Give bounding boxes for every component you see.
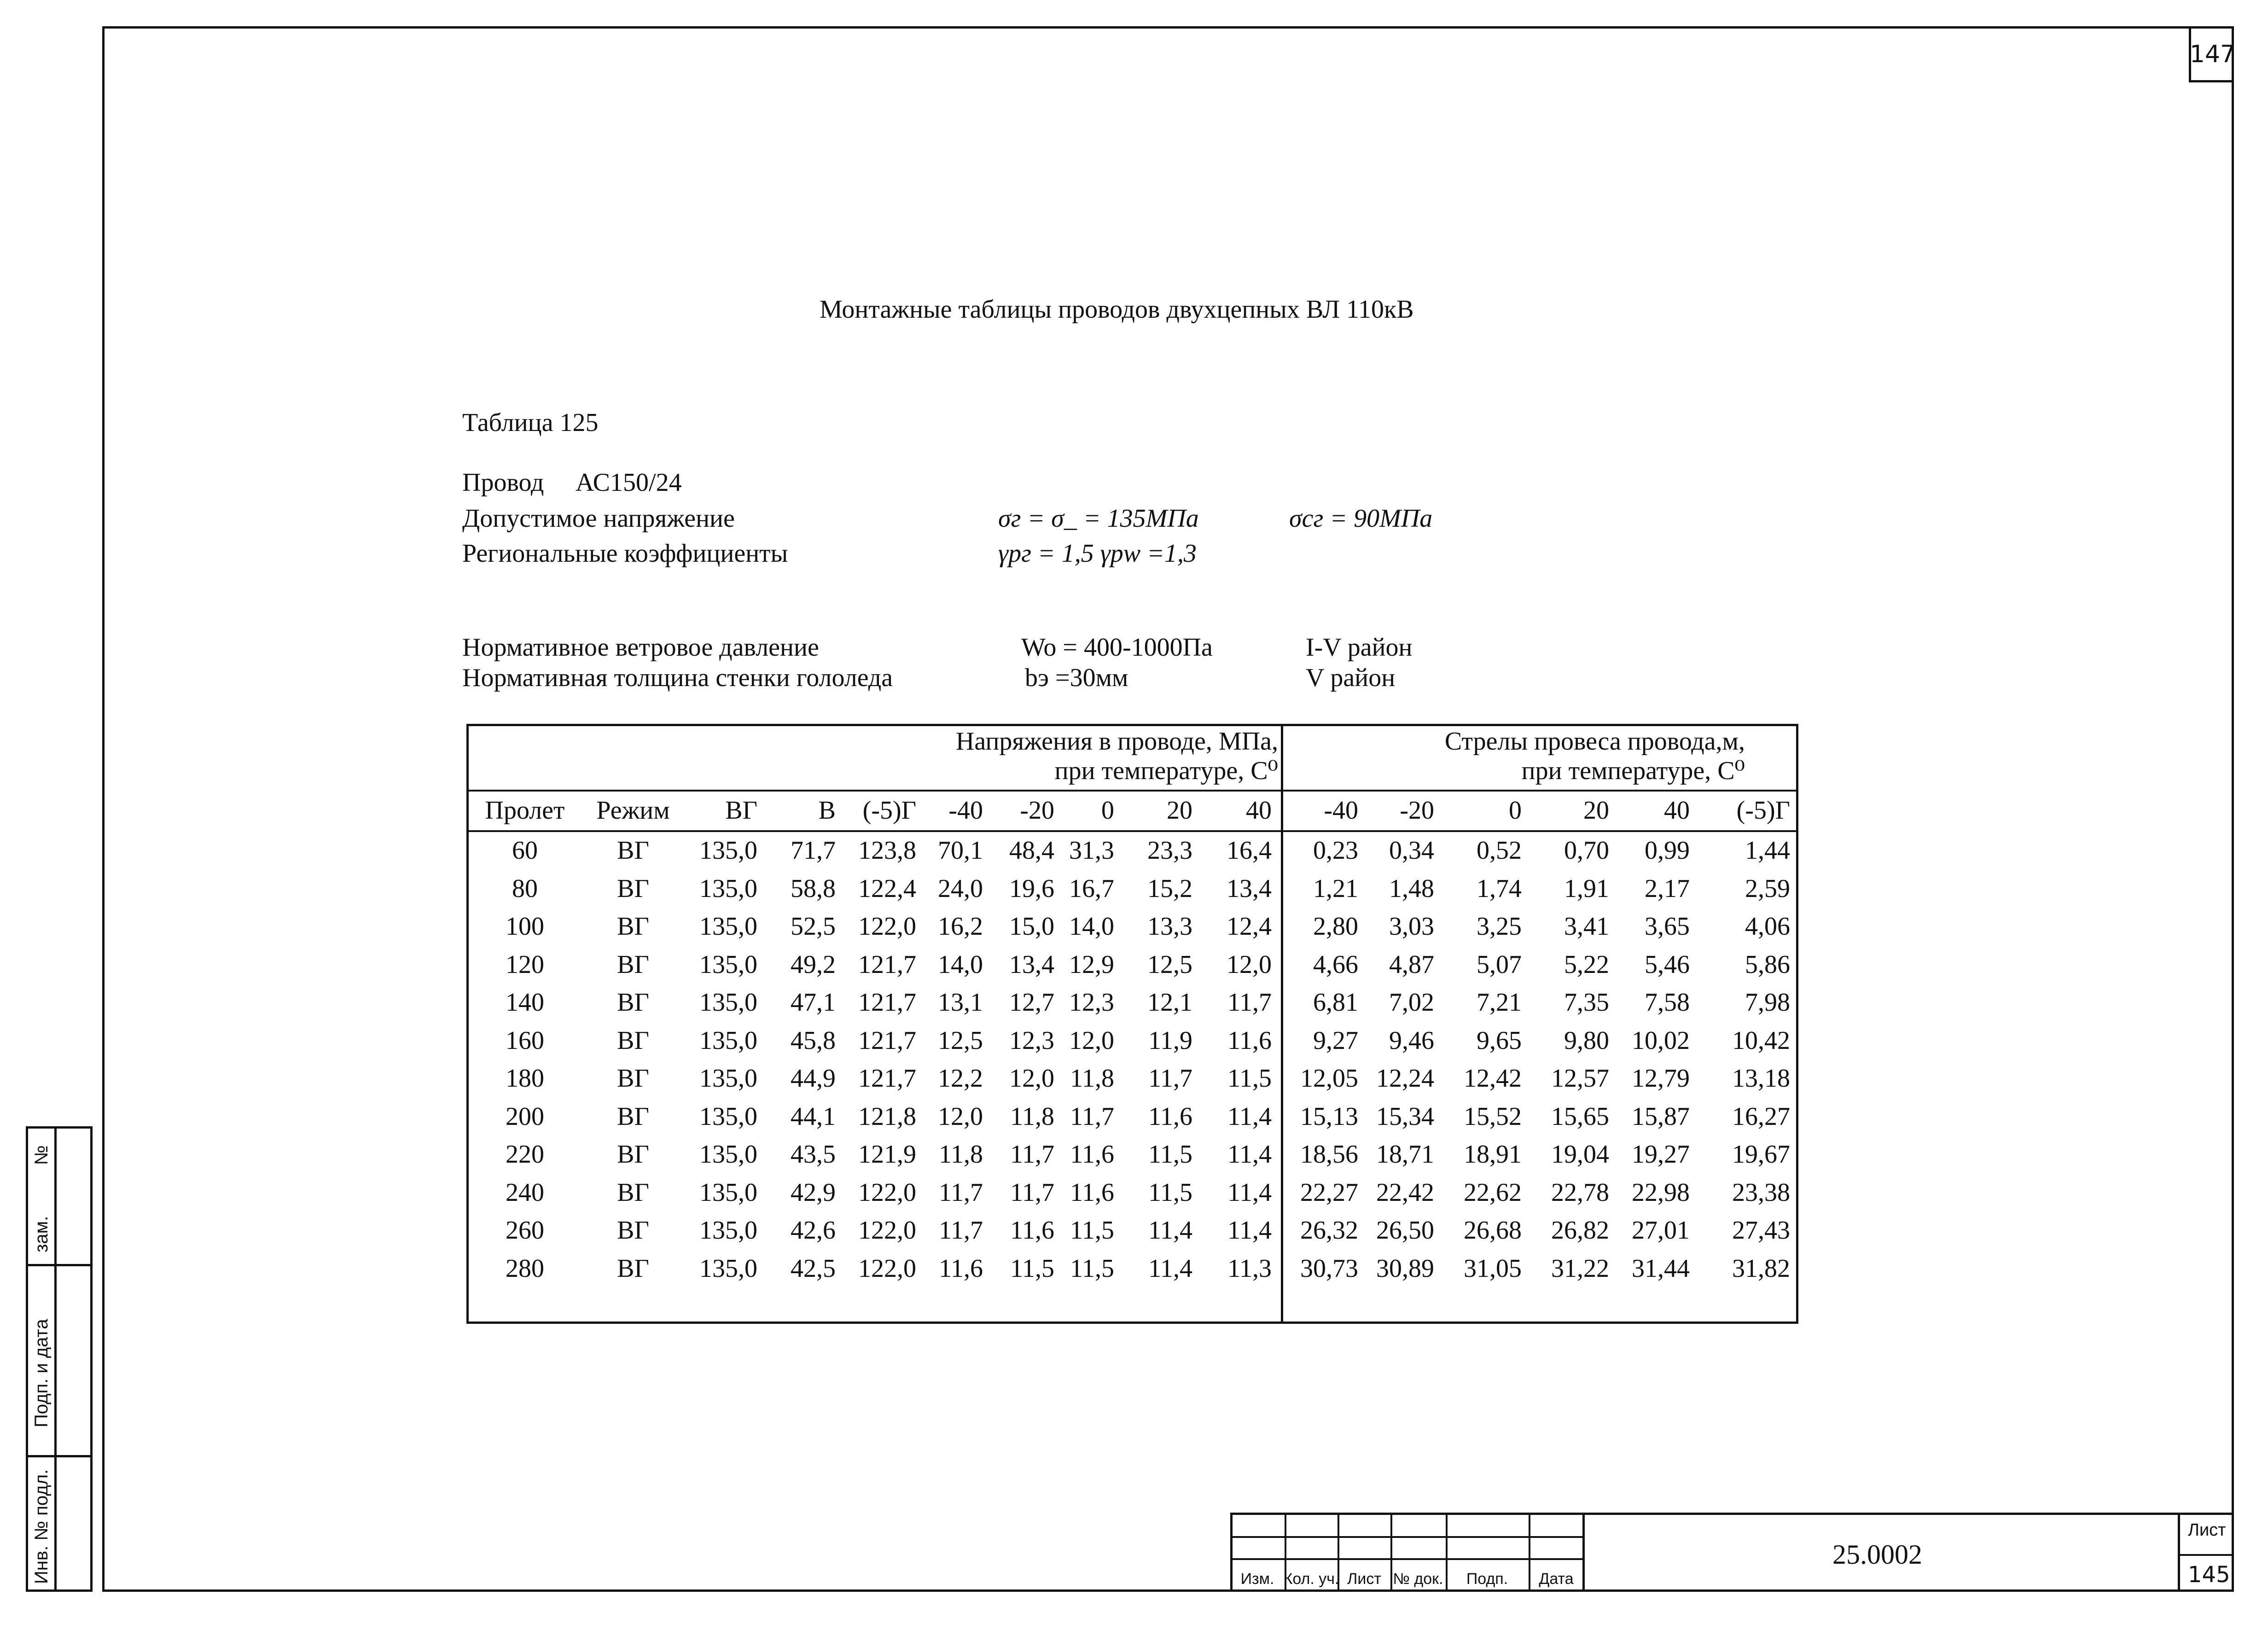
value-cell: 121,8 <box>858 1102 916 1131</box>
table-header-line-2 <box>466 830 1798 832</box>
value-cell: 27,01 <box>1632 1216 1690 1245</box>
span-cell: 120 <box>506 950 544 979</box>
value-cell: 12,05 <box>1300 1064 1358 1093</box>
mode-cell: ВГ <box>617 836 649 865</box>
title-block-label: Лист <box>1347 1570 1381 1588</box>
mode-cell: ВГ <box>617 1254 649 1283</box>
value-cell: 12,0 <box>1069 1026 1114 1055</box>
sheet-number: 145 <box>2188 1562 2230 1588</box>
value-cell: 12,42 <box>1464 1064 1522 1093</box>
value-cell: 7,21 <box>1477 988 1522 1017</box>
value-cell: 3,41 <box>1564 912 1609 941</box>
column-header: 20 <box>1583 796 1609 825</box>
value-cell: 11,7 <box>1148 1064 1192 1093</box>
value-cell: 30,73 <box>1300 1254 1358 1283</box>
stamp-label-zam: зам. <box>31 1216 52 1252</box>
value-cell: 13,1 <box>938 988 983 1017</box>
value-cell: 15,65 <box>1551 1102 1609 1131</box>
mode-cell: ВГ <box>617 874 649 903</box>
stamp-strip-divider <box>54 1126 57 1592</box>
page-title: Монтажные таблицы проводов двухцепных ВЛ 110кВ <box>820 295 1414 324</box>
value-cell: 12,7 <box>1009 988 1054 1017</box>
group-header-stress-line2: при температуре, С⁰ <box>1054 757 1278 785</box>
value-cell: 12,5 <box>938 1026 983 1055</box>
stamp-strip-line <box>26 1264 93 1266</box>
value-cell: 10,42 <box>1732 1026 1790 1055</box>
group-header-stress-line1: Напряжения в проводе, МПа, <box>955 727 1278 756</box>
span-cell: 80 <box>512 874 538 903</box>
value-cell: 7,58 <box>1645 988 1690 1017</box>
value-cell: 2,80 <box>1313 912 1358 941</box>
value-cell: 27,43 <box>1732 1216 1790 1245</box>
table-label: Таблица 125 <box>462 408 599 437</box>
value-cell: 31,05 <box>1464 1254 1522 1283</box>
stamp-label-inv: Инв. № подл. <box>31 1469 52 1584</box>
value-cell: 0,99 <box>1645 836 1690 865</box>
value-cell: 11,6 <box>1010 1216 1054 1245</box>
value-cell: 9,46 <box>1389 1026 1434 1055</box>
value-cell: 122,4 <box>858 874 916 903</box>
value-cell: 4,06 <box>1745 912 1790 941</box>
value-cell: 45,8 <box>791 1026 836 1055</box>
value-cell: 135,0 <box>699 836 757 865</box>
span-cell: 100 <box>506 912 544 941</box>
value-cell: 11,7 <box>1227 988 1272 1017</box>
value-cell: 5,22 <box>1564 950 1609 979</box>
value-cell: 15,87 <box>1632 1102 1690 1131</box>
value-cell: 26,68 <box>1464 1216 1522 1245</box>
value-cell: 31,44 <box>1632 1254 1690 1283</box>
wind-value: Wo = 400-1000Па <box>1021 633 1213 662</box>
title-block-line <box>2178 1513 2180 1592</box>
value-cell: 19,04 <box>1551 1140 1609 1169</box>
value-cell: 42,6 <box>791 1216 836 1245</box>
value-cell: 11,8 <box>1070 1064 1114 1093</box>
ice-region: V район <box>1306 664 1396 692</box>
column-header: -40 <box>948 796 983 825</box>
value-cell: 9,27 <box>1313 1026 1358 1055</box>
value-cell: 121,9 <box>858 1140 916 1169</box>
value-cell: 121,7 <box>858 1026 916 1055</box>
span-cell: 280 <box>506 1254 544 1283</box>
title-block-label: Кол. уч. <box>1283 1570 1339 1588</box>
value-cell: 12,2 <box>938 1064 983 1093</box>
title-block-label: Подп. <box>1466 1570 1508 1588</box>
value-cell: 11,8 <box>1010 1102 1054 1131</box>
mode-cell: ВГ <box>617 1216 649 1245</box>
value-cell: 11,5 <box>1148 1178 1192 1207</box>
value-cell: 0,34 <box>1389 836 1434 865</box>
value-cell: 19,67 <box>1732 1140 1790 1169</box>
value-cell: 1,21 <box>1313 874 1358 903</box>
column-header: 40 <box>1664 796 1690 825</box>
value-cell: 0,52 <box>1477 836 1522 865</box>
value-cell: 11,4 <box>1148 1216 1192 1245</box>
column-header: 40 <box>1246 796 1272 825</box>
stress-label: Допустимое напряжение <box>462 504 735 533</box>
value-cell: 12,4 <box>1227 912 1272 941</box>
value-cell: 30,89 <box>1376 1254 1434 1283</box>
value-cell: 11,7 <box>939 1178 983 1207</box>
value-cell: 11,9 <box>1148 1026 1192 1055</box>
value-cell: 1,74 <box>1477 874 1522 903</box>
value-cell: 44,1 <box>791 1102 836 1131</box>
value-cell: 15,34 <box>1376 1102 1434 1131</box>
span-cell: 60 <box>512 836 538 865</box>
group-header-sag-line2: при температуре, С⁰ <box>1521 757 1745 785</box>
value-cell: 1,48 <box>1389 874 1434 903</box>
stress-value-1: σг = σ_ = 135МПа <box>998 504 1199 533</box>
value-cell: 135,0 <box>699 950 757 979</box>
value-cell: 13,18 <box>1732 1064 1790 1093</box>
value-cell: 12,5 <box>1147 950 1192 979</box>
value-cell: 12,0 <box>1009 1064 1054 1093</box>
value-cell: 2,59 <box>1745 874 1790 903</box>
mode-cell: ВГ <box>617 1178 649 1207</box>
value-cell: 19,27 <box>1632 1140 1690 1169</box>
value-cell: 58,8 <box>791 874 836 903</box>
sheet-label: Лист <box>2188 1520 2226 1540</box>
value-cell: 123,8 <box>858 836 916 865</box>
column-header: Пролет <box>485 796 565 825</box>
value-cell: 11,4 <box>1227 1216 1272 1245</box>
value-cell: 22,62 <box>1464 1178 1522 1207</box>
column-header: В <box>818 796 836 825</box>
value-cell: 15,0 <box>1009 912 1054 941</box>
column-header: ВГ <box>725 796 757 825</box>
stamp-label-no: № <box>31 1145 52 1165</box>
value-cell: 12,1 <box>1147 988 1192 1017</box>
value-cell: 122,0 <box>858 1216 916 1245</box>
value-cell: 11,5 <box>1070 1254 1114 1283</box>
value-cell: 0,23 <box>1313 836 1358 865</box>
value-cell: 23,38 <box>1732 1178 1790 1207</box>
column-header: (-5)Г <box>1736 796 1790 825</box>
value-cell: 22,98 <box>1632 1178 1690 1207</box>
value-cell: 11,6 <box>1227 1026 1272 1055</box>
value-cell: 42,5 <box>791 1254 836 1283</box>
value-cell: 12,9 <box>1069 950 1114 979</box>
value-cell: 9,65 <box>1477 1026 1522 1055</box>
value-cell: 121,7 <box>858 950 916 979</box>
value-cell: 11,6 <box>1070 1140 1114 1169</box>
value-cell: 16,4 <box>1227 836 1272 865</box>
value-cell: 11,6 <box>1148 1102 1192 1131</box>
mode-cell: ВГ <box>617 988 649 1017</box>
value-cell: 18,91 <box>1464 1140 1522 1169</box>
value-cell: 31,82 <box>1732 1254 1790 1283</box>
mode-cell: ВГ <box>617 950 649 979</box>
span-cell: 160 <box>506 1026 544 1055</box>
value-cell: 135,0 <box>699 1254 757 1283</box>
value-cell: 14,0 <box>1069 912 1114 941</box>
value-cell: 0,70 <box>1564 836 1609 865</box>
group-header-sag <box>1445 727 1745 786</box>
group-header-sag-line1: Стрелы провеса провода,м, <box>1444 727 1745 756</box>
value-cell: 135,0 <box>699 1026 757 1055</box>
value-cell: 26,32 <box>1300 1216 1358 1245</box>
value-cell: 11,4 <box>1227 1178 1272 1207</box>
value-cell: 122,0 <box>858 1254 916 1283</box>
value-cell: 135,0 <box>699 1064 757 1093</box>
title-block-label: Изм. <box>1240 1570 1274 1588</box>
value-cell: 24,0 <box>938 874 983 903</box>
value-cell: 12,3 <box>1009 1026 1054 1055</box>
value-cell: 12,0 <box>938 1102 983 1131</box>
value-cell: 70,1 <box>938 836 983 865</box>
title-block-label: Дата <box>1539 1570 1574 1588</box>
value-cell: 11,4 <box>1227 1102 1272 1131</box>
value-cell: 31,3 <box>1069 836 1114 865</box>
value-cell: 3,25 <box>1477 912 1522 941</box>
value-cell: 11,6 <box>939 1254 983 1283</box>
value-cell: 5,07 <box>1477 950 1522 979</box>
value-cell: 23,3 <box>1147 836 1192 865</box>
value-cell: 16,2 <box>938 912 983 941</box>
span-cell: 260 <box>506 1216 544 1245</box>
value-cell: 12,3 <box>1069 988 1114 1017</box>
mode-cell: ВГ <box>617 912 649 941</box>
stress-value-2: σсг = 90МПа <box>1289 504 1433 533</box>
value-cell: 43,5 <box>791 1140 836 1169</box>
value-cell: 11,4 <box>1227 1140 1272 1169</box>
column-header: 20 <box>1167 796 1192 825</box>
column-header: 0 <box>1101 796 1114 825</box>
value-cell: 11,5 <box>1148 1140 1192 1169</box>
value-cell: 26,82 <box>1551 1216 1609 1245</box>
value-cell: 15,2 <box>1147 874 1192 903</box>
value-cell: 31,22 <box>1551 1254 1609 1283</box>
value-cell: 11,7 <box>1010 1178 1054 1207</box>
stamp-strip-line <box>26 1455 93 1457</box>
wind-label: Нормативное ветровое давление <box>462 633 819 662</box>
value-cell: 11,5 <box>1010 1254 1054 1283</box>
value-cell: 15,52 <box>1464 1102 1522 1131</box>
value-cell: 9,80 <box>1564 1026 1609 1055</box>
value-cell: 16,27 <box>1732 1102 1790 1131</box>
value-cell: 5,86 <box>1745 950 1790 979</box>
title-block-line <box>2178 1554 2234 1556</box>
value-cell: 1,44 <box>1745 836 1790 865</box>
span-cell: 140 <box>506 988 544 1017</box>
value-cell: 12,57 <box>1551 1064 1609 1093</box>
column-header: -20 <box>1400 796 1434 825</box>
value-cell: 22,78 <box>1551 1178 1609 1207</box>
group-header-stress <box>956 727 1278 786</box>
value-cell: 11,6 <box>1070 1178 1114 1207</box>
value-cell: 71,7 <box>791 836 836 865</box>
value-cell: 12,24 <box>1376 1064 1434 1093</box>
mode-cell: ВГ <box>617 1140 649 1169</box>
value-cell: 4,66 <box>1313 950 1358 979</box>
column-header: 0 <box>1509 796 1522 825</box>
value-cell: 11,3 <box>1227 1254 1272 1283</box>
value-cell: 52,5 <box>791 912 836 941</box>
page-number: 147 <box>2189 26 2234 82</box>
value-cell: 122,0 <box>858 912 916 941</box>
value-cell: 49,2 <box>791 950 836 979</box>
value-cell: 47,1 <box>791 988 836 1017</box>
value-cell: 7,02 <box>1389 988 1434 1017</box>
column-header: -20 <box>1020 796 1054 825</box>
value-cell: 135,0 <box>699 1216 757 1245</box>
value-cell: 15,13 <box>1300 1102 1358 1131</box>
value-cell: 135,0 <box>699 874 757 903</box>
value-cell: 13,4 <box>1227 874 1272 903</box>
wire-value: АС150/24 <box>576 468 682 497</box>
value-cell: 13,4 <box>1009 950 1054 979</box>
value-cell: 122,0 <box>858 1178 916 1207</box>
value-cell: 13,3 <box>1147 912 1192 941</box>
wind-region: I-V район <box>1306 633 1413 662</box>
value-cell: 11,4 <box>1148 1254 1192 1283</box>
value-cell: 22,27 <box>1300 1178 1358 1207</box>
value-cell: 4,87 <box>1389 950 1434 979</box>
value-cell: 2,17 <box>1645 874 1690 903</box>
value-cell: 18,71 <box>1376 1140 1434 1169</box>
span-cell: 180 <box>506 1064 544 1093</box>
value-cell: 11,7 <box>939 1216 983 1245</box>
column-header: Режим <box>596 796 670 825</box>
value-cell: 18,56 <box>1300 1140 1358 1169</box>
table-header-line <box>466 790 1798 792</box>
value-cell: 135,0 <box>699 988 757 1017</box>
stamp-label-sign-date: Подп. и дата <box>31 1319 52 1427</box>
document-number: 25.0002 <box>1832 1539 1922 1570</box>
coef-value: γрг = 1,5 γpw =1,3 <box>998 539 1197 568</box>
ice-label: Нормативная толщина стенки гололеда <box>462 664 893 692</box>
value-cell: 16,7 <box>1069 874 1114 903</box>
value-cell: 26,50 <box>1376 1216 1434 1245</box>
value-cell: 12,0 <box>1227 950 1272 979</box>
value-cell: 11,8 <box>939 1140 983 1169</box>
value-cell: 135,0 <box>699 1140 757 1169</box>
value-cell: 11,5 <box>1227 1064 1272 1093</box>
value-cell: 11,5 <box>1070 1216 1114 1245</box>
wire-label: Провод <box>462 468 544 497</box>
column-header: -40 <box>1324 796 1358 825</box>
value-cell: 22,42 <box>1376 1178 1434 1207</box>
value-cell: 5,46 <box>1645 950 1690 979</box>
mode-cell: ВГ <box>617 1026 649 1055</box>
value-cell: 135,0 <box>699 912 757 941</box>
ice-value: bэ =30мм <box>1025 664 1128 692</box>
value-cell: 121,7 <box>858 988 916 1017</box>
mode-cell: ВГ <box>617 1064 649 1093</box>
value-cell: 14,0 <box>938 950 983 979</box>
value-cell: 1,91 <box>1564 874 1609 903</box>
value-cell: 19,6 <box>1009 874 1054 903</box>
title-block-label: № док. <box>1393 1570 1443 1588</box>
value-cell: 10,02 <box>1632 1026 1690 1055</box>
value-cell: 42,9 <box>791 1178 836 1207</box>
value-cell: 7,35 <box>1564 988 1609 1017</box>
value-cell: 135,0 <box>699 1102 757 1131</box>
value-cell: 12,79 <box>1632 1064 1690 1093</box>
span-cell: 240 <box>506 1178 544 1207</box>
value-cell: 7,98 <box>1745 988 1790 1017</box>
value-cell: 44,9 <box>791 1064 836 1093</box>
value-cell: 3,03 <box>1389 912 1434 941</box>
value-cell: 135,0 <box>699 1178 757 1207</box>
value-cell: 6,81 <box>1313 988 1358 1017</box>
span-cell: 200 <box>506 1102 544 1131</box>
mode-cell: ВГ <box>617 1102 649 1131</box>
value-cell: 121,7 <box>858 1064 916 1093</box>
value-cell: 48,4 <box>1009 836 1054 865</box>
value-cell: 3,65 <box>1645 912 1690 941</box>
column-header: (-5)Г <box>862 796 916 825</box>
value-cell: 11,7 <box>1070 1102 1114 1131</box>
value-cell: 11,7 <box>1010 1140 1054 1169</box>
span-cell: 220 <box>506 1140 544 1169</box>
coef-label: Региональные коэффициенты <box>462 539 788 568</box>
